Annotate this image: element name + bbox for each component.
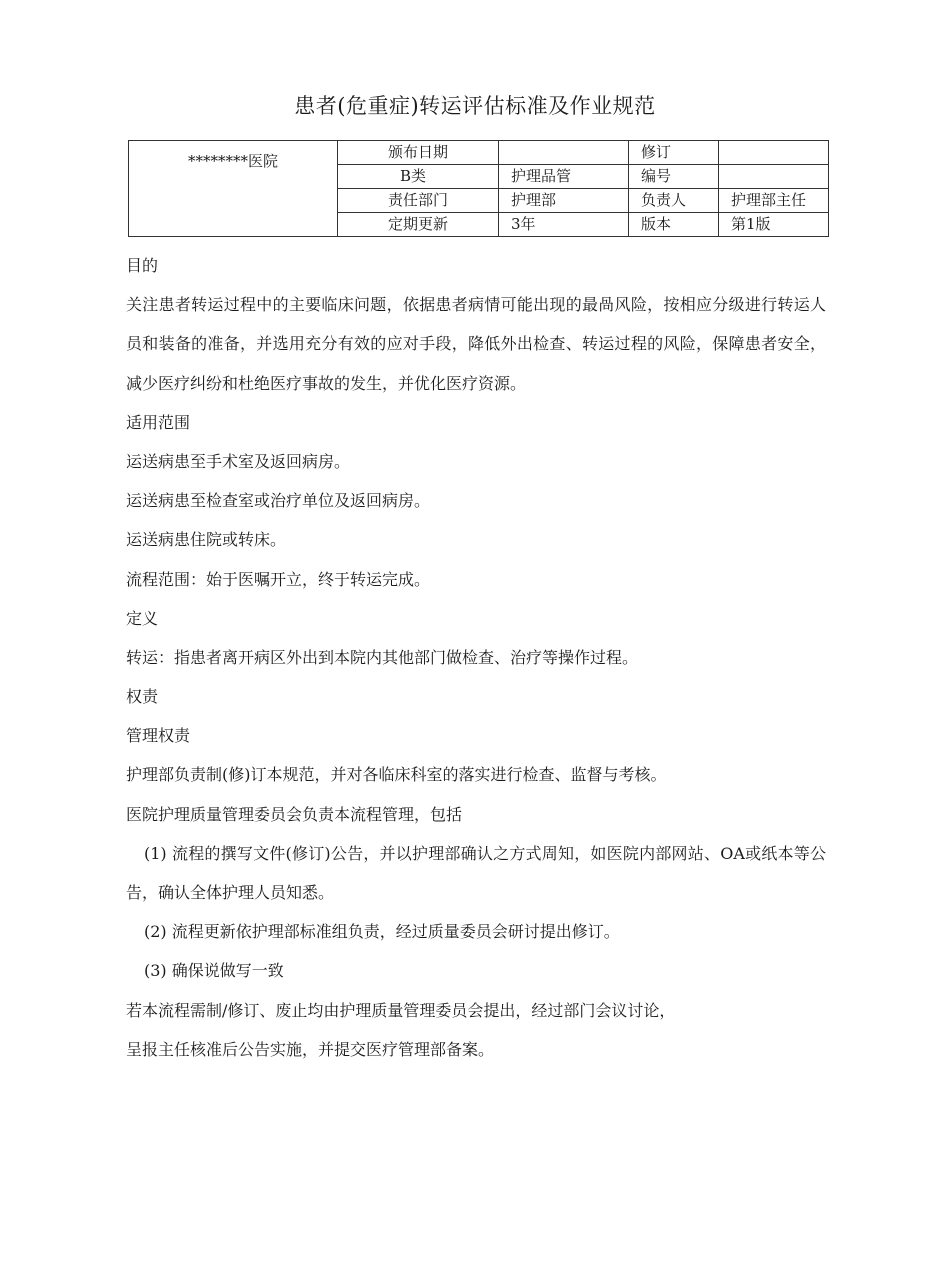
header-cell-value: 第1版 <box>719 213 829 237</box>
section-heading-definition: 定义 <box>126 608 159 628</box>
header-cell-label: 编号 <box>629 165 719 189</box>
header-cell-label: 颁布日期 <box>338 141 499 165</box>
subsection-heading-management: 管理权责 <box>126 726 191 746</box>
header-cell-label: 负责人 <box>629 189 719 213</box>
header-cell-value: 护理品管 <box>499 165 629 189</box>
closing-line: 若本流程需制/修订、废止均由护理质量管理委员会提出，经过部门会议讨论， <box>126 1000 676 1020</box>
numbered-item: (2) 流程更新依护理部标准组负责，经过质量委员会研讨提出修订。 <box>144 922 620 942</box>
management-item: 医院护理质量管理委员会负责本流程管理，包括 <box>126 804 463 824</box>
hospital-name: ********医院 <box>129 141 338 237</box>
header-cell-label: 版本 <box>629 213 719 237</box>
header-cell-value <box>719 165 829 189</box>
section-heading-scope: 适用范围 <box>126 412 191 432</box>
header-cell-label: 定期更新 <box>338 213 499 237</box>
header-cell-value: 护理部主任 <box>719 189 829 213</box>
scope-item: 运送病患住院或转床。 <box>126 530 287 550</box>
closing-line: 呈报主任核准后公告实施，并提交医疗管理部备案。 <box>126 1039 495 1059</box>
header-row-1 <box>129 141 829 165</box>
document-body <box>126 246 826 1069</box>
scope-item: 运送病患至检查室或治疗单位及返回病房。 <box>126 491 431 511</box>
scope-item: 运送病患至手术室及返回病房。 <box>126 451 351 471</box>
header-cell-value <box>719 141 829 165</box>
header-cell-value <box>499 141 629 165</box>
document-title: 患者(危重症)转运评估标准及作业规范 <box>294 94 656 118</box>
section-heading-responsibility: 权责 <box>126 687 159 707</box>
management-item: 护理部负责制(修)订本规范，并对各临床科室的落实进行检查、监督与考核。 <box>126 765 667 785</box>
numbered-item <box>126 834 826 912</box>
numbered-item-text: (1) 流程的撰写文件(修订)公告，并以护理部确认之方式周知，如医院内部网站、OA或纸本等公告，确认全体护理人员知悉。 <box>126 843 826 903</box>
numbered-item: (3) 确保说做写一致 <box>144 961 284 981</box>
purpose-paragraph: 关注患者转运过程中的主要临床问题，依据患者病情可能出现的最咼风险，按相应分级进行转运人员和装备的准备，并选用充分有效的应对手段，降低外出检查、转运过程的风险，保障患者安全，减少医疗纠纷和杜绝医疗事故的发生，并优化医疗资源。 <box>126 295 826 393</box>
header-cell-label: B类 <box>338 165 499 189</box>
header-cell-value: 护理部 <box>499 189 629 213</box>
scope-item: 流程范围：始于医嘱开立，终于转运完成。 <box>126 569 431 589</box>
header-cell-label: 修订 <box>629 141 719 165</box>
header-cell-value: 3年 <box>499 213 629 237</box>
section-heading-purpose: 目的 <box>126 256 159 275</box>
header-cell-label: 责任部门 <box>338 189 499 213</box>
document-header-table <box>128 140 829 237</box>
definition-paragraph: 转运：指患者离开病区外出到本院内其他部门做检查、治疗等操作过程。 <box>126 647 639 667</box>
